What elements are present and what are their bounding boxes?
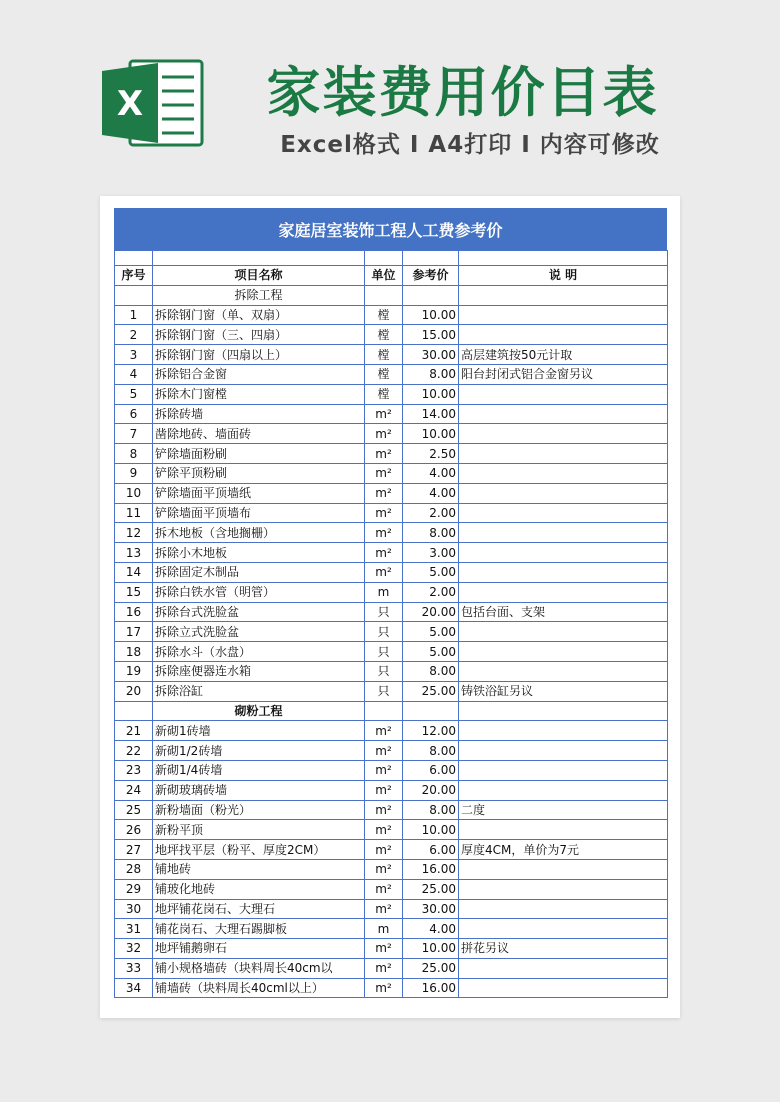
cell-note: 拼花另议 xyxy=(459,939,668,959)
cell-no: 30 xyxy=(115,899,153,919)
section-empty-cell xyxy=(365,285,403,305)
cell-price: 3.00 xyxy=(403,543,459,563)
cell-name: 铲除墙面粉刷 xyxy=(153,444,365,464)
cell-note xyxy=(459,305,668,325)
cell-name: 拆除铝合金窗 xyxy=(153,364,365,384)
cell-note xyxy=(459,958,668,978)
cell-note xyxy=(459,721,668,741)
cell-no: 23 xyxy=(115,760,153,780)
section-title: 拆除工程 xyxy=(153,285,365,305)
cell-note xyxy=(459,503,668,523)
cell-no: 21 xyxy=(115,721,153,741)
cell-price: 8.00 xyxy=(403,800,459,820)
table-row xyxy=(115,642,668,662)
cell-no: 12 xyxy=(115,523,153,543)
cell-price: 2.00 xyxy=(403,582,459,602)
cell-note xyxy=(459,879,668,899)
cell-price: 8.00 xyxy=(403,661,459,681)
cell-unit: 只 xyxy=(365,622,403,642)
cell-unit: m² xyxy=(365,503,403,523)
section-no-cell xyxy=(115,701,153,721)
cell-price: 20.00 xyxy=(403,602,459,622)
cell-note xyxy=(459,741,668,761)
cell-price: 10.00 xyxy=(403,939,459,959)
table-row xyxy=(115,939,668,959)
cell-name: 拆除台式洗脸盆 xyxy=(153,602,365,622)
table-row xyxy=(115,820,668,840)
cell-name: 拆除白铁水管（明管） xyxy=(153,582,365,602)
cell-unit: m² xyxy=(365,760,403,780)
cell-price: 25.00 xyxy=(403,958,459,978)
cell-price: 25.00 xyxy=(403,681,459,701)
table-row xyxy=(115,345,668,365)
cell-note: 铸铁浴缸另议 xyxy=(459,681,668,701)
cell-no: 22 xyxy=(115,741,153,761)
cell-price: 20.00 xyxy=(403,780,459,800)
cell-name: 地坪找平层（粉平、厚度2CM） xyxy=(153,840,365,860)
table-row xyxy=(115,780,668,800)
cell-no: 15 xyxy=(115,582,153,602)
cell-price: 16.00 xyxy=(403,978,459,998)
cell-price: 5.00 xyxy=(403,562,459,582)
table-row xyxy=(115,602,668,622)
cell-unit: 樘 xyxy=(365,345,403,365)
cell-note xyxy=(459,424,668,444)
table-row xyxy=(115,899,668,919)
cell-price: 12.00 xyxy=(403,721,459,741)
cell-price: 30.00 xyxy=(403,899,459,919)
cell-no: 2 xyxy=(115,325,153,345)
cell-unit: m² xyxy=(365,483,403,503)
table-row xyxy=(115,503,668,523)
section-no-cell xyxy=(115,285,153,305)
cell-price: 10.00 xyxy=(403,424,459,444)
cell-name: 拆除水斗（水盘） xyxy=(153,642,365,662)
cell-note xyxy=(459,562,668,582)
table-row xyxy=(115,721,668,741)
table-row xyxy=(115,741,668,761)
table-row xyxy=(115,681,668,701)
cell-price: 6.00 xyxy=(403,840,459,860)
cell-name: 铺玻化地砖 xyxy=(153,879,365,899)
cell-note xyxy=(459,661,668,681)
cell-note: 高层建筑按50元计取 xyxy=(459,345,668,365)
cell-name: 地坪铺鹅卵石 xyxy=(153,939,365,959)
cell-no: 7 xyxy=(115,424,153,444)
cell-price: 16.00 xyxy=(403,859,459,879)
cell-no: 33 xyxy=(115,958,153,978)
table-row xyxy=(115,444,668,464)
table-row xyxy=(115,919,668,939)
table-row xyxy=(115,463,668,483)
cell-unit: m² xyxy=(365,978,403,998)
cell-unit: m² xyxy=(365,543,403,563)
cell-note xyxy=(459,404,668,424)
col-header-price: 参考价 xyxy=(403,266,459,286)
cell-note xyxy=(459,543,668,563)
cell-no: 6 xyxy=(115,404,153,424)
cell-unit: m² xyxy=(365,404,403,424)
cell-name: 新粉墙面（粉光） xyxy=(153,800,365,820)
cell-name: 地坪铺花岗石、大理石 xyxy=(153,899,365,919)
cell-note xyxy=(459,622,668,642)
cell-unit: m² xyxy=(365,958,403,978)
section-empty-cell xyxy=(365,701,403,721)
section-row xyxy=(115,285,668,305)
cell-name: 新砌1砖墙 xyxy=(153,721,365,741)
cell-name: 拆除浴缸 xyxy=(153,681,365,701)
header-row xyxy=(115,266,668,286)
table-row xyxy=(115,523,668,543)
col-header-name: 项目名称 xyxy=(153,266,365,286)
cell-note xyxy=(459,483,668,503)
spreadsheet-preview xyxy=(100,196,680,1018)
cell-name: 铲除平顶粉刷 xyxy=(153,463,365,483)
table-row xyxy=(115,958,668,978)
blank-row xyxy=(115,251,668,266)
cell-no: 11 xyxy=(115,503,153,523)
cell-name: 铺墙砖（块料周长40cml以上） xyxy=(153,978,365,998)
cell-no: 9 xyxy=(115,463,153,483)
cell-price: 10.00 xyxy=(403,384,459,404)
table-row xyxy=(115,305,668,325)
table-row xyxy=(115,800,668,820)
cell-price: 8.00 xyxy=(403,364,459,384)
table-row xyxy=(115,582,668,602)
section-empty-cell xyxy=(403,701,459,721)
cell-no: 20 xyxy=(115,681,153,701)
section-empty-cell xyxy=(403,285,459,305)
cell-unit: 樘 xyxy=(365,305,403,325)
cell-name: 铺小规格墙砖（块料周长40cm以 xyxy=(153,958,365,978)
cell-note xyxy=(459,523,668,543)
cell-unit: m² xyxy=(365,424,403,444)
cell-name: 新砌玻璃砖墙 xyxy=(153,780,365,800)
cell-note xyxy=(459,444,668,464)
table-row xyxy=(115,543,668,563)
col-header-unit: 单位 xyxy=(365,266,403,286)
cell-price: 15.00 xyxy=(403,325,459,345)
cell-unit: m xyxy=(365,919,403,939)
cell-name: 铺地砖 xyxy=(153,859,365,879)
cell-no: 10 xyxy=(115,483,153,503)
cell-unit: 樘 xyxy=(365,384,403,404)
cell-name: 凿除地砖、墙面砖 xyxy=(153,424,365,444)
cell-unit: m xyxy=(365,582,403,602)
cell-note xyxy=(459,325,668,345)
table-row xyxy=(115,483,668,503)
cell-unit: m² xyxy=(365,463,403,483)
price-table xyxy=(114,250,668,998)
cell-no: 24 xyxy=(115,780,153,800)
cell-price: 8.00 xyxy=(403,523,459,543)
sheet-title: 家庭居室装饰工程人工费参考价 xyxy=(114,208,667,250)
cell-note xyxy=(459,463,668,483)
cell-no: 16 xyxy=(115,602,153,622)
page-subtitle: Excel格式 I A4打印 I 内容可修改 xyxy=(280,132,660,158)
cell-unit: m² xyxy=(365,820,403,840)
cell-name: 拆除小木地板 xyxy=(153,543,365,563)
cell-unit: m² xyxy=(365,562,403,582)
cell-price: 25.00 xyxy=(403,879,459,899)
table-row xyxy=(115,879,668,899)
cell-price: 2.50 xyxy=(403,444,459,464)
table-row xyxy=(115,562,668,582)
table-row xyxy=(115,840,668,860)
cell-price: 14.00 xyxy=(403,404,459,424)
cell-no: 5 xyxy=(115,384,153,404)
cell-name: 拆除座便器连水箱 xyxy=(153,661,365,681)
cell-no: 14 xyxy=(115,562,153,582)
cell-price: 5.00 xyxy=(403,642,459,662)
cell-name: 拆除立式洗脸盆 xyxy=(153,622,365,642)
cell-unit: 只 xyxy=(365,661,403,681)
col-header-no: 序号 xyxy=(115,266,153,286)
cell-name: 拆除钢门窗（四扇以上） xyxy=(153,345,365,365)
logo-letter: X xyxy=(116,84,144,124)
section-empty-cell xyxy=(459,285,668,305)
cell-unit: 只 xyxy=(365,681,403,701)
cell-no: 26 xyxy=(115,820,153,840)
cell-no: 27 xyxy=(115,840,153,860)
cell-no: 34 xyxy=(115,978,153,998)
cell-unit: m² xyxy=(365,879,403,899)
cell-no: 3 xyxy=(115,345,153,365)
section-row xyxy=(115,701,668,721)
cell-note xyxy=(459,919,668,939)
cell-no: 28 xyxy=(115,859,153,879)
col-header-note: 说 明 xyxy=(459,266,668,286)
cell-note xyxy=(459,899,668,919)
cell-note xyxy=(459,780,668,800)
cell-note xyxy=(459,760,668,780)
cell-no: 1 xyxy=(115,305,153,325)
cell-note xyxy=(459,582,668,602)
cell-name: 拆除木门窗樘 xyxy=(153,384,365,404)
cell-note xyxy=(459,384,668,404)
page-title: 家装费用价目表 xyxy=(266,61,659,124)
cell-no: 4 xyxy=(115,364,153,384)
cell-no: 25 xyxy=(115,800,153,820)
cell-name: 新砌1/2砖墙 xyxy=(153,741,365,761)
cell-name: 拆除砖墙 xyxy=(153,404,365,424)
cell-no: 17 xyxy=(115,622,153,642)
cell-price: 2.00 xyxy=(403,503,459,523)
cell-price: 4.00 xyxy=(403,919,459,939)
cell-no: 29 xyxy=(115,879,153,899)
cell-name: 新砌1/4砖墙 xyxy=(153,760,365,780)
cell-price: 6.00 xyxy=(403,760,459,780)
cell-no: 13 xyxy=(115,543,153,563)
cell-unit: 樘 xyxy=(365,364,403,384)
cell-note: 阳台封闭式铝合金窗另议 xyxy=(459,364,668,384)
cell-note xyxy=(459,859,668,879)
cell-price: 10.00 xyxy=(403,820,459,840)
cell-no: 32 xyxy=(115,939,153,959)
table-row xyxy=(115,364,668,384)
table-row xyxy=(115,859,668,879)
cell-note: 二度 xyxy=(459,800,668,820)
cell-note xyxy=(459,642,668,662)
cell-price: 4.00 xyxy=(403,483,459,503)
cell-no: 31 xyxy=(115,919,153,939)
cell-unit: m² xyxy=(365,523,403,543)
section-empty-cell xyxy=(459,701,668,721)
cell-unit: 樘 xyxy=(365,325,403,345)
cell-unit: m² xyxy=(365,859,403,879)
cell-price: 4.00 xyxy=(403,463,459,483)
table-row xyxy=(115,661,668,681)
table-row xyxy=(115,325,668,345)
table-row xyxy=(115,978,668,998)
cell-no: 19 xyxy=(115,661,153,681)
cell-note: 厚度4CM，单价为7元 xyxy=(459,840,668,860)
cell-unit: m² xyxy=(365,939,403,959)
cell-name: 拆除钢门窗（单、双扇） xyxy=(153,305,365,325)
cell-unit: m² xyxy=(365,444,403,464)
table-row xyxy=(115,384,668,404)
table-row xyxy=(115,760,668,780)
cell-unit: 只 xyxy=(365,602,403,622)
cell-name: 拆除固定木制品 xyxy=(153,562,365,582)
cell-no: 18 xyxy=(115,642,153,662)
cell-name: 铲除墙面平顶墙布 xyxy=(153,503,365,523)
cell-unit: m² xyxy=(365,840,403,860)
cell-name: 拆木地板（含地搁栅） xyxy=(153,523,365,543)
table-row xyxy=(115,424,668,444)
cell-note: 包括台面、支架 xyxy=(459,602,668,622)
cell-name: 新粉平顶 xyxy=(153,820,365,840)
cell-name: 拆除钢门窗（三、四扇） xyxy=(153,325,365,345)
cell-note xyxy=(459,978,668,998)
cell-unit: m² xyxy=(365,721,403,741)
cell-price: 5.00 xyxy=(403,622,459,642)
table-row xyxy=(115,404,668,424)
cell-price: 10.00 xyxy=(403,305,459,325)
cell-price: 8.00 xyxy=(403,741,459,761)
cell-name: 铲除墙面平顶墙纸 xyxy=(153,483,365,503)
cell-price: 30.00 xyxy=(403,345,459,365)
cell-note xyxy=(459,820,668,840)
cell-name: 铺花岗石、大理石踢脚板 xyxy=(153,919,365,939)
cell-unit: 只 xyxy=(365,642,403,662)
cell-unit: m² xyxy=(365,899,403,919)
cell-unit: m² xyxy=(365,780,403,800)
section-title: 砌粉工程 xyxy=(153,701,365,721)
table-row xyxy=(115,622,668,642)
cell-unit: m² xyxy=(365,741,403,761)
cell-unit: m² xyxy=(365,800,403,820)
cell-no: 8 xyxy=(115,444,153,464)
